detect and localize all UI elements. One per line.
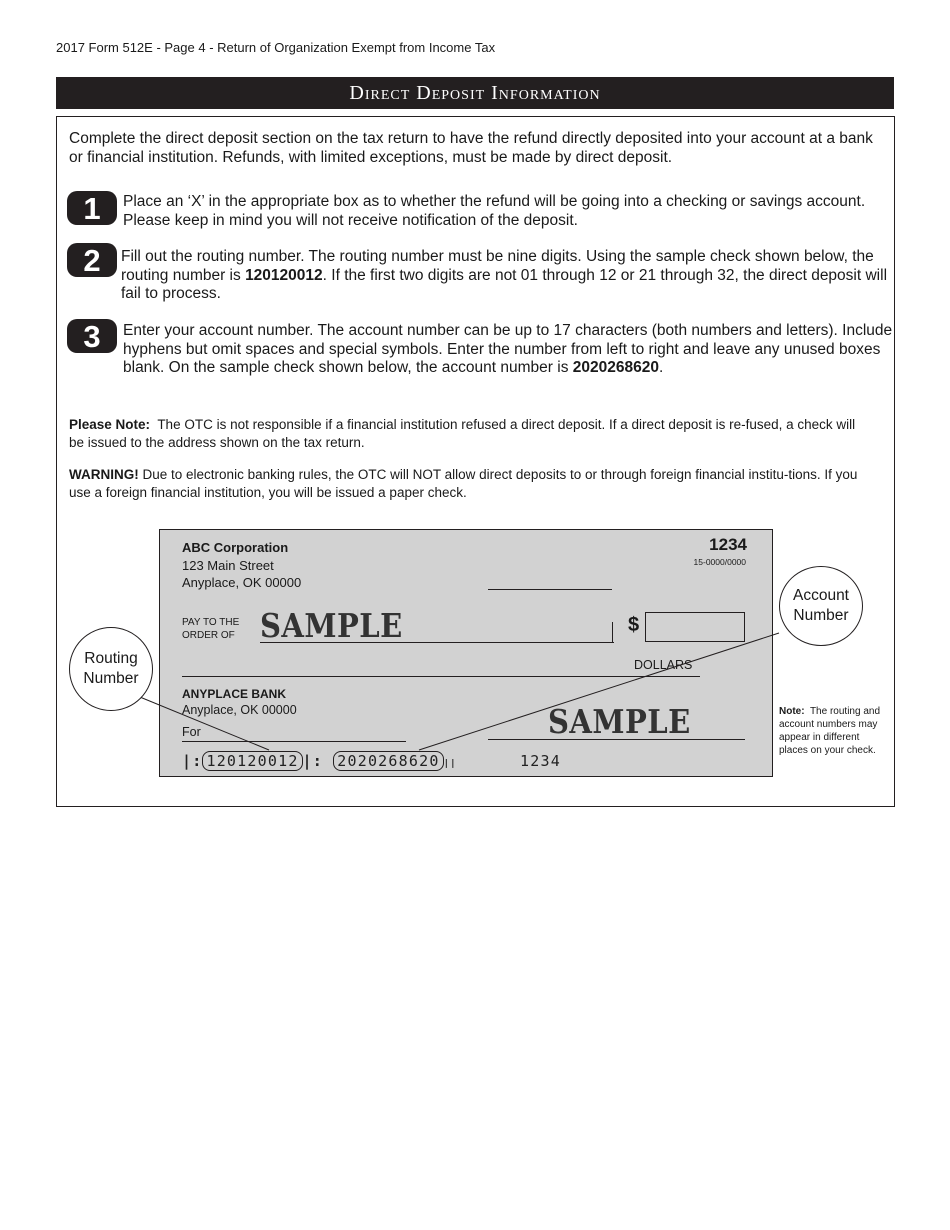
payee-sample-text: SAMPLE bbox=[260, 606, 403, 645]
step-1-badge: 1 bbox=[67, 191, 117, 225]
warning-label: WARNING! bbox=[69, 467, 139, 482]
check-fraction-code: 15-0000/0000 bbox=[693, 557, 746, 567]
check-street: 123 Main Street bbox=[182, 558, 274, 573]
pay-to-line2: ORDER OF bbox=[182, 630, 235, 641]
check-company-name: ABC Corporation bbox=[182, 540, 289, 555]
micr-transit-symbol-end: |: bbox=[302, 752, 334, 770]
section-title: Direct Deposit Information bbox=[56, 77, 894, 109]
step-2-text-end: . If the first two digits are not 01 through 12 or 21 through 32, the direct deposit will fail to process. bbox=[121, 266, 888, 302]
step-3-badge: 3 bbox=[67, 319, 117, 353]
step-2-text-part: Fill out the routing number. The routing number must be nine digits. Using the sample check shown below, the routing number is bbox=[121, 248, 874, 284]
warning-text: Due to electronic banking rules, the OTC will NOT allow direct deposits to or through foreign financial institu-tions. If you use a foreign financial institution, you will be issued a paper check. bbox=[69, 467, 858, 500]
callout-leader-lines bbox=[57, 117, 894, 806]
account-number-callout bbox=[779, 566, 863, 646]
step-3-text-end: . bbox=[658, 359, 664, 376]
step-3-text-part: Enter your account number. The account number can be up to 17 characters (both numbers and letters). Include hyphens but omit spaces and special symbols. Enter the number from left to right and leave any unused boxes blank. On the sample check shown below, the account number is bbox=[123, 322, 893, 376]
side-note-text: The routing and account numbers may appear in different places on your check. bbox=[779, 706, 881, 756]
account-callout-line1: Account bbox=[792, 587, 849, 604]
routing-callout-line1: Routing bbox=[84, 650, 138, 667]
memo-label: For bbox=[182, 725, 201, 739]
signature-sample-text: SAMPLE bbox=[548, 702, 691, 741]
micr-account-number: 2020268620 bbox=[333, 751, 443, 771]
check-number: 1234 bbox=[709, 535, 747, 554]
pay-to-line1: PAY TO THE bbox=[182, 617, 240, 628]
routing-callout-line2: Number bbox=[83, 670, 139, 687]
direct-deposit-box bbox=[56, 116, 895, 807]
check-city: Anyplace, OK 00000 bbox=[182, 575, 302, 590]
routing-number-example: 120120012 bbox=[245, 266, 323, 284]
micr-routing-number: 120120012 bbox=[202, 751, 302, 771]
side-note-label: Note: bbox=[779, 706, 805, 717]
dollar-sign: $ bbox=[628, 614, 640, 636]
dollars-label: DOLLARS bbox=[634, 658, 693, 672]
check-side-note bbox=[779, 705, 891, 757]
please-note-text: The OTC is not responsible if a financial institution refused a direct deposit. If a direct deposit is re-fused, a check will be issued to the address shown on the tax return. bbox=[69, 417, 856, 450]
page-header: 2017 Form 512E - Page 4 - Return of Organization Exempt from Income Tax bbox=[56, 40, 496, 55]
step-1-text: Place an ‘X’ in the appropriate box as to whether the refund will be going into a checking or savings account. Please keep in mind you will not receive notification of the deposit. bbox=[123, 193, 866, 229]
account-number-example: 2020268620 bbox=[572, 359, 659, 376]
bank-city: Anyplace, OK 00000 bbox=[182, 703, 297, 717]
step-2-badge: 2 bbox=[67, 243, 117, 277]
account-leader-line bbox=[419, 633, 779, 750]
account-callout-line2: Number bbox=[793, 607, 849, 624]
routing-number-callout bbox=[69, 627, 153, 711]
micr-check-number: 1234 bbox=[520, 752, 561, 770]
please-note-label: Please Note: bbox=[69, 417, 151, 432]
routing-leader-line bbox=[135, 695, 269, 750]
bank-name: ANYPLACE BANK bbox=[182, 687, 287, 701]
micr-on-us-symbol: || bbox=[443, 759, 457, 769]
intro-paragraph: Complete the direct deposit section on the tax return to have the refund directly deposited into your account at a bank or financial institution. Refunds, with limited exceptions, must be made by direct deposit. bbox=[69, 130, 873, 166]
micr-transit-symbol: |: bbox=[182, 752, 203, 770]
